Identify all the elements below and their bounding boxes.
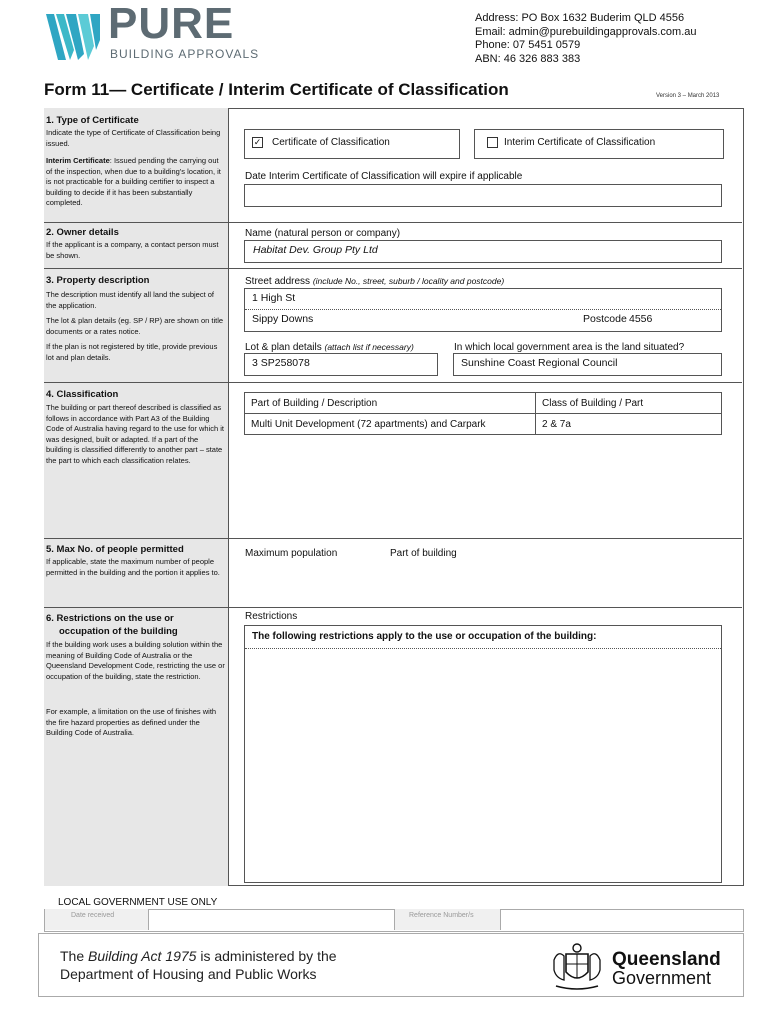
street-line-2: Sippy Downs (252, 313, 314, 325)
interim-desc: : Issued pending the carrying out of the inspection, when due to a building's location, it is not practicable for a building certifier to inspect a building to decide if it has been substantially completed. (46, 156, 221, 207)
certificate-option-label: Certificate of Classification (272, 137, 390, 148)
section-2-desc: If the applicant is a company, a contact person must be shown. (46, 240, 219, 260)
postcode-label: Postcode (583, 313, 627, 325)
contact-address (475, 12, 697, 66)
logo-subtitle: BUILDING APPROVALS (110, 47, 260, 61)
postcode-value: 4556 (629, 313, 653, 325)
section-4-title: 4. Classification (46, 389, 119, 400)
table-header-part: Part of Building / Description (245, 393, 536, 414)
footer-pre: The (60, 948, 89, 964)
dotted-divider (245, 648, 721, 649)
owner-name-field[interactable] (244, 240, 722, 263)
restrictions-heading: The following restrictions apply to the use or occupation of the building: (252, 631, 597, 642)
email-line: Email: admin@purebuildingapprovals.com.au (475, 25, 697, 38)
section-6-desc1: If the building work uses a building solution within the meaning of Building Code of Australia or the Queensland Development Code, restricting the use or occupation of the building, state the restriction. (46, 640, 225, 681)
footer-line-1 (60, 947, 337, 965)
address-line: Address: PO Box 1632 Buderim QLD 4556 (475, 12, 685, 24)
owner-name-value: Habitat Dev. Group Pty Ltd (253, 244, 378, 256)
section-1-desc2 (46, 156, 226, 209)
section-3-desc3: If the plan is not registered by title, provide previous lot and plan details. (46, 342, 218, 362)
street-hint: (include No., street, suburb / locality and postcode) (312, 276, 505, 286)
phone-line: Phone: 07 5451 0579 (475, 39, 581, 51)
date-received-field[interactable] (150, 909, 395, 930)
section-2-title: 2. Owner details (46, 227, 119, 238)
form-version: Version 3 – March 2013 (656, 93, 720, 99)
lot-plan-value: 3 SP258078 (252, 357, 310, 369)
row-divider (44, 222, 742, 223)
section-4-desc: The building or part thereof described is classified as follows in accordance with Part A3 of the Building Code of Australia having regard to the use for which it was designed, built or adapted. If a part of the building is classified differently to another part – state the part to which each classification relates. (46, 403, 225, 465)
lga-field[interactable] (453, 353, 722, 376)
section-6-title-2: occupation of the building (59, 626, 178, 637)
logo-wordmark: PURE (108, 0, 235, 48)
row-divider (44, 382, 742, 383)
footer-line-2: Department of Housing and Public Works (60, 966, 317, 982)
dotted-divider (245, 309, 721, 310)
left-column (44, 108, 229, 886)
certificate-checkbox[interactable] (252, 137, 263, 148)
max-population-label: Maximum population (245, 548, 338, 559)
section-1-desc: Indicate the type of Certificate of Classification being issued. (46, 128, 221, 148)
table-cell-class[interactable]: 2 & 7a (536, 414, 722, 435)
street-line-1: 1 High St (252, 292, 296, 304)
check-icon: ✓ (253, 137, 262, 147)
footer-text (60, 947, 337, 983)
interim-term: Interim Certificate (46, 156, 110, 165)
interim-option-label: Interim Certificate of Classification (504, 137, 656, 148)
reference-number-label: Reference Number/s (395, 909, 501, 930)
footer-post: is administered by the (196, 948, 337, 964)
lga-value: Sunshine Coast Regional Council (461, 357, 618, 369)
restrictions-field[interactable] (244, 625, 722, 883)
row-divider (44, 268, 742, 269)
table-cell-part[interactable]: Multi Unit Development (72 apartments) and Carpark (245, 414, 536, 435)
section-3-desc2: The lot & plan details (eg. SP / RP) are shown on title documents or a rates notice. (46, 316, 224, 336)
row-divider (44, 538, 742, 539)
section-1-title: 1. Type of Certificate (46, 115, 139, 126)
interim-checkbox[interactable] (487, 137, 498, 148)
reference-number-field[interactable] (502, 909, 742, 930)
form-title: Form 11— Certificate / Interim Certificate of Classification (44, 80, 509, 99)
lga-label: In which local government area is the land situated? (454, 342, 685, 353)
section-3-desc1: The description must identify all land the subject of the application. (46, 290, 215, 310)
street-address-field[interactable] (244, 288, 722, 332)
local-gov-heading: LOCAL GOVERNMENT USE ONLY (58, 897, 218, 908)
street-label: Street address (245, 276, 311, 287)
lot-hint: (attach list if necessary) (324, 342, 414, 352)
expiry-date-label: Date Interim Certificate of Classification will expire if applicable (245, 171, 523, 182)
queensland-wordmark: Queensland (612, 949, 721, 970)
expiry-date-field[interactable] (244, 184, 722, 207)
part-of-building-label: Part of building (390, 548, 457, 559)
restrictions-label: Restrictions (245, 611, 298, 622)
lot-label: Lot & plan details (245, 342, 322, 353)
section-6-title: 6. Restrictions on the use or (46, 613, 174, 624)
table-row[interactable] (245, 414, 722, 435)
row-divider (44, 607, 742, 608)
queensland-crest-icon (548, 940, 606, 992)
street-address-label (245, 276, 504, 287)
lot-plan-field[interactable] (244, 353, 438, 376)
owner-name-label: Name (natural person or company) (245, 228, 401, 239)
section-5-title: 5. Max No. of people permitted (46, 544, 184, 555)
section-3-title: 3. Property description (46, 275, 150, 286)
section-6-desc2: For example, a limitation on the use of finishes with the fire hazard properties as defined under the Building Code of Australia. (46, 707, 217, 737)
section-5-desc: If applicable, state the maximum number of people permitted in the building and the portion it applies to. (46, 557, 220, 577)
lot-plan-label (245, 342, 414, 353)
table-header-row (245, 393, 722, 414)
abn-line: ABN: 46 326 883 383 (475, 52, 581, 65)
table-header-class: Class of Building / Part (536, 393, 722, 414)
date-received-label: Date received (45, 909, 149, 930)
footer-act-name: Building Act 1975 (88, 948, 197, 964)
pure-logo-icon (44, 10, 102, 62)
government-wordmark: Government (612, 968, 712, 988)
classification-table (244, 392, 722, 435)
